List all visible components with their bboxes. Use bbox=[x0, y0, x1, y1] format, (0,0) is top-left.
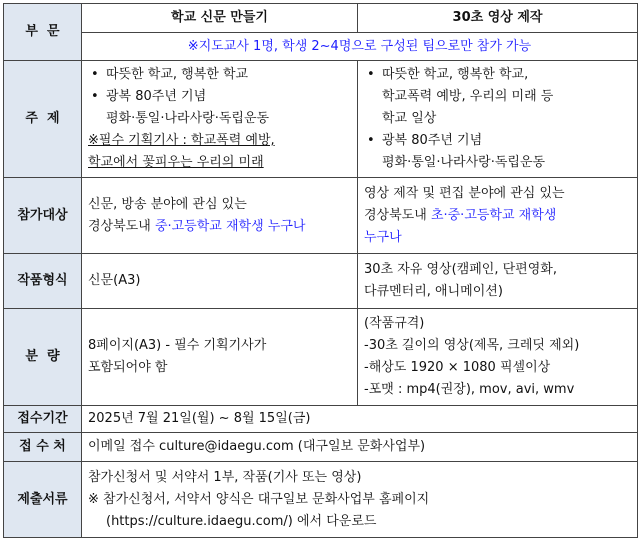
row-label-docs: 제출서류 bbox=[4, 462, 82, 538]
team-note: ※지도교사 1명, 학생 2~4명으로 구성된 팀으로만 참가 가능 bbox=[82, 33, 638, 61]
eligibility-region: 경상북도내 bbox=[364, 207, 431, 223]
format-video-line2: 다큐멘터리, 애니메이션) bbox=[364, 284, 503, 299]
length-row bbox=[4, 309, 638, 406]
row-label-period: 접수기간 bbox=[4, 406, 82, 433]
eligibility-text: 영상 제작 및 편집 분야에 관심 있는 bbox=[364, 185, 565, 201]
eligibility-students: 중·고등학교 재학생 누구나 bbox=[154, 218, 306, 234]
topic-subtext: 평화·통일·나라사랑·독립운동 bbox=[106, 111, 270, 126]
row-label-format: 작품형식 bbox=[4, 254, 82, 309]
column-header-video: 30초 영상 제작 bbox=[358, 4, 638, 33]
bullet-item bbox=[88, 86, 351, 108]
format-video bbox=[358, 254, 638, 309]
spec-heading: (작품규격) bbox=[364, 316, 425, 331]
eligibility-text: 신문, 방송 분야에 관심 있는 bbox=[88, 196, 247, 212]
submit-value: 이메일 접수 culture@idaegu.com (대구일보 문화사업부) bbox=[82, 433, 638, 462]
docs-line1: 참가신청서 및 서약서 1부, 작품(기사 또는 영상) bbox=[88, 469, 362, 485]
topic-text: 따뜻한 학교, 행복한 학교 bbox=[106, 67, 249, 82]
period-row bbox=[4, 406, 638, 433]
docs-line3: (https://culture.idaegu.com/) 에서 다운로드 bbox=[106, 513, 377, 529]
length-newspaper bbox=[82, 309, 358, 406]
row-label-topic: 주 제 bbox=[4, 61, 82, 178]
topic-row bbox=[4, 61, 638, 178]
submit-row bbox=[4, 433, 638, 462]
bullet-item bbox=[364, 130, 631, 152]
docs-row bbox=[4, 462, 638, 538]
topic-newspaper bbox=[82, 61, 358, 178]
topic-text: 광복 80주년 기념 bbox=[382, 133, 483, 148]
required-article-line2: 학교에서 꽃피우는 우리의 미래 bbox=[88, 155, 264, 170]
docs-line2: ※ 참가신청서, 서약서 양식은 대구일보 문화사업부 홈페이지 bbox=[88, 491, 430, 507]
spec-resolution: -해상도 1920 × 1080 픽셀이상 bbox=[364, 360, 551, 375]
length-newspaper-line1: 8페이지(A3) - 필수 기획기사가 bbox=[88, 338, 267, 353]
topic-text: 따뜻한 학교, 행복한 학교, bbox=[382, 67, 529, 82]
format-newspaper: 신문(A3) bbox=[82, 254, 358, 309]
length-newspaper-line2: 포함되어야 함 bbox=[88, 360, 168, 375]
topic-video bbox=[358, 61, 638, 178]
row-label-category: 부 문 bbox=[4, 4, 82, 61]
topic-text: 광복 80주년 기념 bbox=[106, 89, 207, 104]
eligibility-row bbox=[4, 178, 638, 254]
row-label-length: 분 량 bbox=[4, 309, 82, 406]
row-label-eligibility: 참가대상 bbox=[4, 178, 82, 254]
eligibility-video bbox=[358, 178, 638, 254]
eligibility-newspaper bbox=[82, 178, 358, 254]
note-row bbox=[4, 33, 638, 61]
header-row bbox=[4, 4, 638, 33]
bullet-item bbox=[364, 64, 631, 86]
format-row bbox=[4, 254, 638, 309]
bullet-item bbox=[88, 64, 351, 86]
docs-value bbox=[82, 462, 638, 538]
period-value: 2025년 7월 21일(월) ~ 8월 15일(금) bbox=[82, 406, 638, 433]
length-video bbox=[358, 309, 638, 406]
format-video-line1: 30초 자유 영상(캠페인, 단편영화, bbox=[364, 262, 557, 277]
required-article-line1: ※필수 기획기사 : 학교폭력 예방, bbox=[88, 133, 275, 148]
spec-format: -포맷 : mp4(권장), mov, avi, wmv bbox=[364, 382, 575, 397]
eligibility-anyone: 누구나 bbox=[364, 229, 402, 245]
topic-text: 학교 일상 bbox=[382, 111, 437, 126]
eligibility-region: 경상북도내 bbox=[88, 218, 155, 234]
eligibility-students: 초·중·고등학교 재학생 bbox=[430, 207, 557, 223]
spec-duration: -30초 길이의 영상(제목, 크레딧 제외) bbox=[364, 338, 580, 353]
topic-subtext: 평화·통일·나라사랑·독립운동 bbox=[382, 155, 546, 170]
column-header-newspaper: 학교 신문 만들기 bbox=[82, 4, 358, 33]
row-label-submit: 접 수 처 bbox=[4, 433, 82, 462]
contest-info-table bbox=[3, 3, 638, 538]
topic-text: 학교폭력 예방, 우리의 미래 등 bbox=[382, 89, 554, 104]
